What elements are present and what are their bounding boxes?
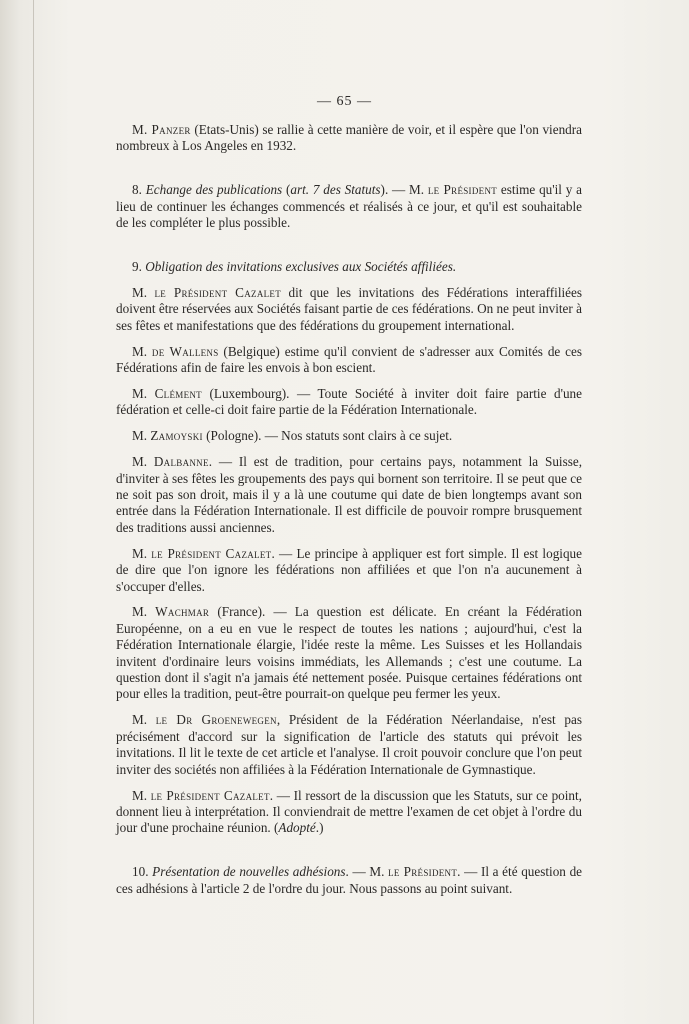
text-run: (Pologne). — Nos statuts sont clairs à ce sujet. <box>202 428 453 444</box>
paragraph-p4 <box>116 285 582 334</box>
paragraph-p5 <box>116 344 582 377</box>
text-run: M. <box>132 787 151 803</box>
text-run: M. Panzer <box>132 122 191 137</box>
text-run: Wachmar <box>155 604 210 620</box>
paragraph-p10 <box>116 604 582 702</box>
text-run: 8. <box>132 182 146 198</box>
text-run: M. <box>132 454 154 470</box>
paragraph-p8 <box>116 454 582 536</box>
text-run: . — Il ressort de la discussion que les Statuts, sur ce point, donnent lieu à interprétation. Il conviendrait de mettre l'examen de cet objet à l'ordre du jour d'une prochaine réunion. ( <box>116 787 582 836</box>
paragraph-p1 <box>116 122 582 155</box>
text-run: Adopté <box>278 820 316 836</box>
paragraph-p6 <box>116 386 582 419</box>
text-run: (France). — La question est délicate. En créant la Fédération Européenne, on a eu en vue le respect de toutes les nations ; aujourd'hui, c'est la Fédération Internationale élargie, l'idée reste la même. Les Suisses et les Hollandais invitent d'ordinaire leurs voisins immédiats, les Allemands ; c'est une coutume. La question dont il s'agit n'a jamais été nettement posée. Puisque certaines fédérations ont pour elles la tradition, peut-être pourrait-on quelque peu fermer les yeux. <box>116 604 582 702</box>
text-run: 9. <box>132 259 146 275</box>
text-run: Zamoyski <box>150 428 203 444</box>
body-text <box>116 122 582 907</box>
paragraph-p3 <box>116 259 582 275</box>
section-gap <box>116 241 582 259</box>
text-run: , Président de la Fédération Néerlandaise, n'est pas précisément d'accord sur la signification de l'article des statuts qui prévoit les invitations. Il lit le texte de cet article et l'analyse. Il croit pouvoir conclure que l'on peut inviter des sociétés non affiliées à la Fédération Internationale de Gymnastique. <box>116 712 582 777</box>
binding-edge <box>33 0 34 1024</box>
text-run: de Wallens <box>151 343 219 359</box>
text-run: ). — M. <box>380 182 428 198</box>
paragraph-p11 <box>116 712 582 778</box>
text-run: Dalbanne <box>153 454 209 470</box>
text-run: (Belgique) estime qu'il convient de s'adresser aux Comités de ces Fédérations afin de faire les envois à bon escient. <box>116 343 583 376</box>
text-run: ( <box>282 182 291 198</box>
section-gap <box>116 846 582 864</box>
paragraph-p13 <box>116 864 582 897</box>
text-run: . — Le principe à appliquer est fort simple. Il est logique de dire que l'on ignore les fédérations non affiliées et que l'on n'a aucunement à s'occuper d'elles. <box>116 545 582 594</box>
text-run: (Luxembourg). — Toute Société à inviter doit faire partie d'une fédération et celle-ci doit faire partie de la Fédération Internationale. <box>116 385 582 418</box>
text-run: (Etats-Unis) se rallie à cette manière de voir, et il espère que l'on viendra nombreux à Los Angeles en 1932. <box>116 122 582 154</box>
text-run: . — Il a été question de ces adhésions à l'article 2 de l'ordre du jour. Nous passons au point suivant. <box>116 864 583 896</box>
paragraph-p9 <box>116 546 582 595</box>
text-run: 10. <box>132 864 153 880</box>
paragraph-p7 <box>116 428 582 444</box>
text-run: le Président <box>388 864 458 880</box>
text-run: .) <box>315 820 324 836</box>
paragraph-p2 <box>116 182 582 231</box>
text-run: Echange des publications <box>145 182 283 198</box>
text-run: M. <box>132 343 152 359</box>
text-run: Clément <box>154 385 202 401</box>
text-run: Obligation des invitations exclusives aux Sociétés affiliées. <box>145 259 457 275</box>
text-run: M. <box>132 604 156 620</box>
text-run: le Président Cazalet <box>151 545 272 561</box>
paragraph-p12 <box>116 788 582 837</box>
page-number: — 65 — <box>317 94 372 109</box>
text-run: M. <box>132 428 151 444</box>
text-run: . — M. <box>345 864 389 880</box>
text-run: le Président Cazalet <box>150 787 270 803</box>
text-run: le Dr Groenewegen <box>155 712 277 728</box>
text-run: le Président <box>427 182 498 198</box>
text-run: M. <box>132 545 152 561</box>
text-run: M. <box>132 712 156 728</box>
text-run: art. 7 des Statuts <box>290 182 381 198</box>
text-run: Présentation de nouvelles adhésions <box>152 864 346 880</box>
text-run: dit que les invitations des Fédérations interaffiliées doivent être réservées aux Sociétés faisant partie de ces fédérations. On ne peut inviter à ses fêtes et manifestations que des fédérations du groupement international. <box>116 284 582 333</box>
text-run: . — Il est de tradition, pour certains pays, notamment la Suisse, d'inviter à ses fêtes les groupements des pays qui bornent son territoire. Il se peut que ce ne soit pas son droit, mais il y a là une coutume qui date de bien longtemps avant son entrée dans la Fédération Internationale. Il est difficile de pouvoir rompre brusquement des traditions aussi anciennes. <box>116 454 582 535</box>
text-run: le Président Cazalet <box>154 284 282 300</box>
text-run: M. <box>132 284 155 300</box>
text-run: estime qu'il y a lieu de continuer les échanges commencés et réalisés à ce jour, et qu'il est souhaitable de les compléter le plus possible. <box>116 182 582 231</box>
text-run: M. <box>132 385 155 401</box>
section-gap <box>116 164 582 182</box>
